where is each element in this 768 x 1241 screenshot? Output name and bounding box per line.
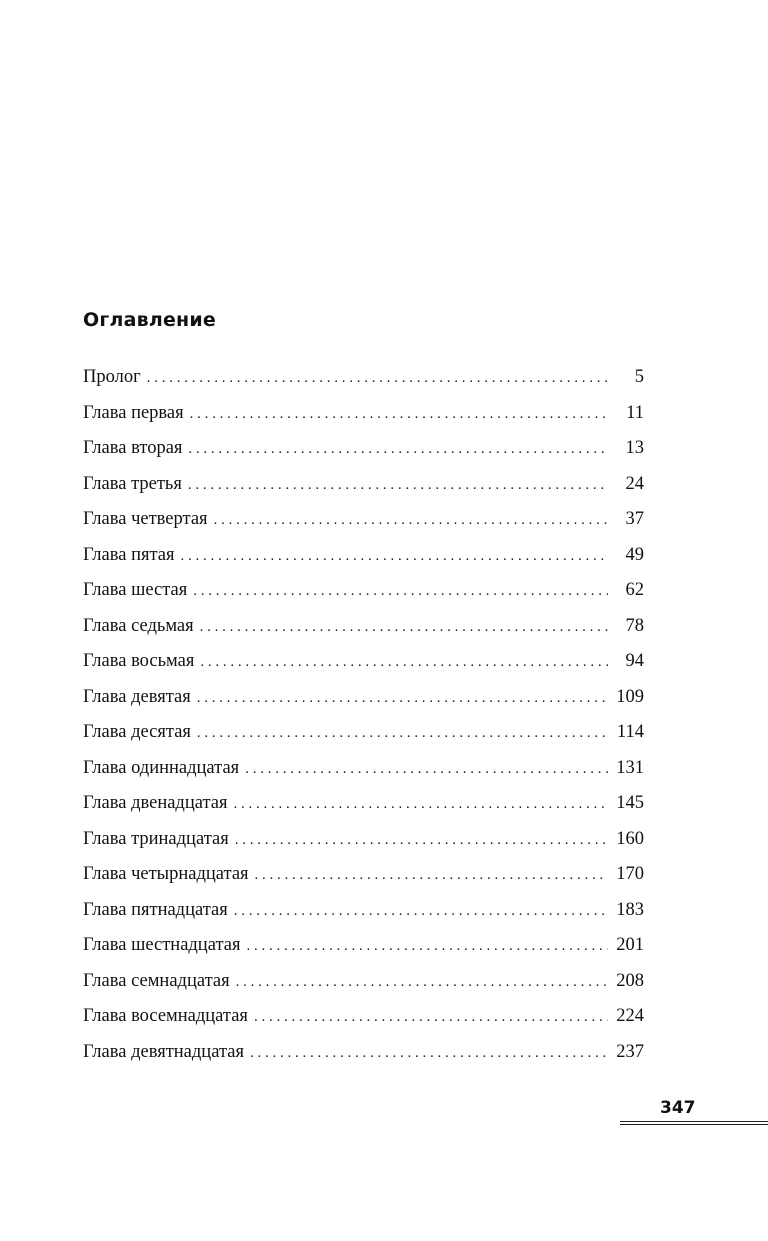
- toc-dot-leader: [197, 718, 608, 748]
- toc-dot-leader: [188, 470, 608, 500]
- toc-entry-title: Глава первая: [83, 402, 184, 423]
- toc-entry-page: 94: [625, 651, 644, 671]
- toc-entry-page: 5: [634, 367, 644, 387]
- toc-dot-leader: [200, 612, 608, 642]
- toc-entry[interactable]: [83, 469, 644, 505]
- toc-entry-title: Глава третья: [83, 473, 182, 494]
- toc-entry-page: 37: [625, 509, 644, 529]
- toc-dot-leader: [234, 896, 608, 926]
- toc-entry[interactable]: [83, 930, 644, 966]
- toc-entry-page: 131: [616, 757, 644, 778]
- toc-entry[interactable]: [83, 362, 644, 398]
- toc-entry-title: Глава двенадцатая: [83, 793, 228, 813]
- toc-dot-leader: [236, 967, 608, 997]
- toc-entry-title: Глава вторая: [83, 438, 183, 458]
- toc-entry-title: Глава тринадцатая: [83, 828, 229, 849]
- folio-double-rule: [620, 1121, 768, 1125]
- toc-dot-leader: [181, 541, 608, 571]
- toc-entry-title: Глава восьмая: [83, 651, 195, 671]
- toc-dot-leader: [250, 1038, 608, 1068]
- toc-entry-title: Глава девятнадцатая: [83, 1041, 244, 1062]
- toc-entry[interactable]: [83, 611, 644, 647]
- toc-entry[interactable]: [83, 1037, 644, 1073]
- toc-entry-title: Глава четырнадцатая: [83, 864, 249, 884]
- toc-dot-leader: [188, 434, 608, 464]
- toc-entry-title: Глава девятая: [83, 686, 191, 707]
- toc-dot-leader: [190, 399, 608, 429]
- toc-entry-title: Глава пятнадцатая: [83, 899, 228, 920]
- toc-entry[interactable]: [83, 398, 644, 434]
- toc-dot-leader: [193, 576, 608, 606]
- toc-dot-leader: [214, 505, 608, 535]
- toc-entry-title: Глава шестая: [83, 580, 188, 600]
- toc-entry-title: Глава семнадцатая: [83, 970, 230, 991]
- toc-entry-page: 114: [616, 722, 644, 742]
- toc-entry-page: 24: [625, 473, 644, 494]
- toc-heading: Оглавление: [83, 309, 216, 331]
- toc-entry-page: 170: [616, 864, 644, 884]
- toc-dot-leader: [197, 683, 608, 713]
- toc-entry[interactable]: [83, 753, 644, 789]
- toc-entry-page: 160: [616, 828, 644, 849]
- toc-dot-leader: [245, 754, 608, 784]
- toc-entry[interactable]: [83, 1001, 644, 1037]
- toc-entry-title: Глава седьмая: [83, 615, 194, 636]
- toc-entry[interactable]: [83, 682, 644, 718]
- toc-entry-title: Глава шестнадцатая: [83, 935, 241, 955]
- toc-dot-leader: [234, 789, 608, 819]
- toc-entry-page: 237: [616, 1041, 644, 1062]
- toc-entry-page: 208: [616, 970, 644, 991]
- toc-dot-leader: [255, 860, 608, 890]
- toc-dot-leader: [254, 1002, 608, 1032]
- toc-entry-page: 62: [625, 580, 644, 600]
- toc-entry[interactable]: [83, 504, 644, 540]
- toc-entry-title: Глава одиннадцатая: [83, 757, 240, 778]
- toc-entry[interactable]: [83, 646, 644, 682]
- toc-list: [83, 362, 644, 1072]
- toc-entry-page: 11: [626, 402, 644, 423]
- toc-entry-page: 109: [616, 686, 644, 707]
- toc-entry[interactable]: [83, 966, 644, 1002]
- toc-entry[interactable]: [83, 859, 644, 895]
- toc-dot-leader: [235, 825, 608, 855]
- toc-entry-title: Глава восемнадцатая: [83, 1006, 248, 1026]
- toc-entry[interactable]: [83, 433, 644, 469]
- toc-entry[interactable]: [83, 717, 644, 753]
- toc-entry-page: 78: [625, 615, 644, 636]
- toc-entry-page: 49: [625, 544, 644, 565]
- toc-entry-title: Глава четвертая: [83, 509, 208, 529]
- toc-entry-page: 201: [616, 935, 644, 955]
- toc-dot-leader: [246, 931, 608, 961]
- toc-entry-title: Глава десятая: [83, 722, 191, 742]
- page-number: 347: [660, 1098, 696, 1118]
- toc-entry[interactable]: [83, 540, 644, 576]
- toc-entry-page: 145: [616, 793, 644, 813]
- toc-entry-title: Глава пятая: [83, 544, 175, 565]
- toc-entry[interactable]: [83, 824, 644, 860]
- toc-entry[interactable]: [83, 788, 644, 824]
- toc-dot-leader: [147, 363, 608, 393]
- toc-entry-page: 13: [625, 438, 644, 458]
- toc-entry[interactable]: [83, 895, 644, 931]
- toc-entry-page: 224: [616, 1006, 644, 1026]
- toc-entry-title: Пролог: [83, 367, 141, 387]
- toc-entry-page: 183: [616, 899, 644, 920]
- toc-entry[interactable]: [83, 575, 644, 611]
- toc-dot-leader: [200, 647, 608, 677]
